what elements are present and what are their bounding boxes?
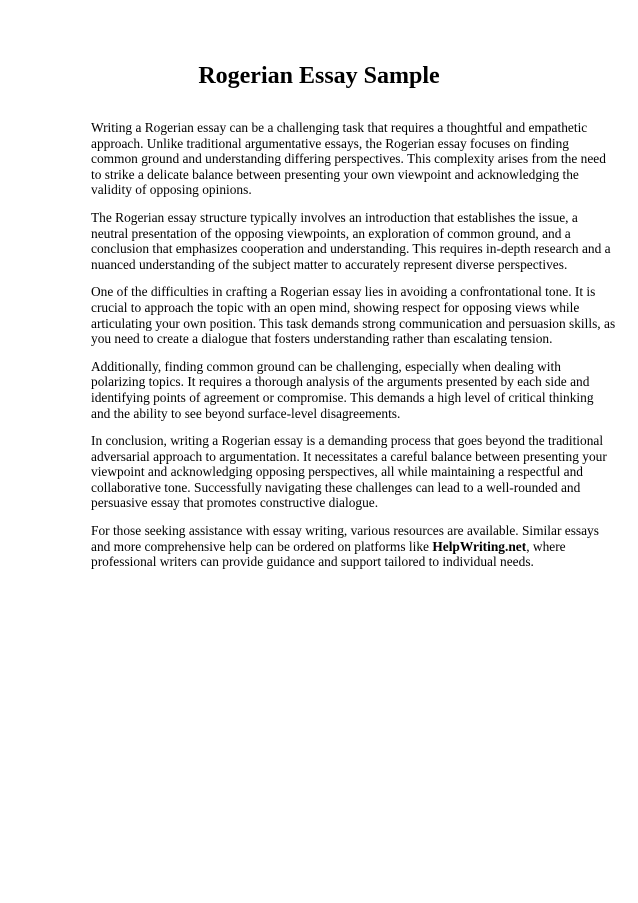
paragraph-line: you need to create a dialogue that fosters understanding rather than escalating tension. [91, 331, 553, 347]
paragraph-1 [91, 120, 606, 198]
paragraph-line: and the ability to see beyond surface-level disagreements. [91, 405, 401, 421]
paragraph-line: For those seeking assistance with essay writing, various resources are available. Similar essays [91, 523, 599, 539]
paragraph-line: collaborative tone. Successfully navigating these challenges can lead to a well-rounded and [91, 479, 581, 495]
paragraph-line: to strike a delicate balance between presenting your own viewpoint and acknowledging the [91, 166, 579, 182]
paragraph-line: common ground and understanding differing perspectives. This complexity arises from the need [91, 151, 606, 167]
paragraph-line: crucial to approach the topic with an open mind, showing respect for opposing views while [91, 299, 580, 315]
paragraph-line: articulating your own position. This task demands strong communication and persuasion skills, as [91, 315, 616, 331]
line-text: , where [526, 538, 566, 554]
paragraph-line: The Rogerian essay structure typically involves an introduction that establishes the issue, a [91, 209, 578, 225]
paragraph-line: Writing a Rogerian essay can be a challenging task that requires a thoughtful and empathetic [91, 120, 588, 135]
paragraph-line: One of the difficulties in crafting a Rogerian essay lies in avoiding a confrontational tone. It is [91, 284, 596, 300]
paragraph-line: In conclusion, writing a Rogerian essay is a demanding process that goes beyond the traditional [91, 433, 604, 449]
paragraph-line: conclusion that emphasizes cooperation and understanding. This requires in-depth research and a [91, 241, 611, 257]
paragraph-2 [91, 209, 611, 272]
paragraph-line: identifying points of agreement or compromise. This demands a high level of critical thinking [91, 389, 594, 405]
document-title: Rogerian Essay Sample [198, 63, 440, 89]
paragraph-line [91, 539, 601, 555]
paragraph-6 [91, 523, 601, 570]
paragraph-line: persuasive essay that promotes constructive dialogue. [91, 495, 379, 511]
document-body [91, 120, 616, 582]
paragraph-line: viewpoint and acknowledging opposing perspectives, all while maintaining a respectful and [91, 464, 583, 480]
paragraph-line: validity of opposing opinions. [91, 182, 252, 198]
paragraph-line: polarizing topics. It requires a thorough analysis of the arguments presented by each side and [91, 374, 590, 390]
paragraph-line: Additionally, finding common ground can be challenging, especially when dealing with [91, 358, 561, 374]
paragraph-4 [91, 359, 601, 421]
paragraph-line: neutral presentation of the opposing viewpoints, an exploration of common ground, and a [91, 225, 571, 241]
paragraph-line: adversarial approach to argumentation. It necessitates a careful balance between presenting your [91, 448, 607, 464]
paragraph-3 [91, 284, 616, 347]
line-text: and more comprehensive help can be ordered on platforms like [91, 538, 433, 554]
paragraph-5 [91, 433, 607, 511]
paragraph-line: nuanced understanding of the subject matter to accurately represent diverse perspectives. [91, 256, 568, 272]
brand-name: HelpWriting.net [432, 538, 527, 554]
paragraph-line: approach. Unlike traditional argumentative essays, the Rogerian essay focuses on finding [91, 135, 569, 151]
paragraph-line: professional writers can provide guidance and support tailored to individual needs. [91, 554, 534, 570]
